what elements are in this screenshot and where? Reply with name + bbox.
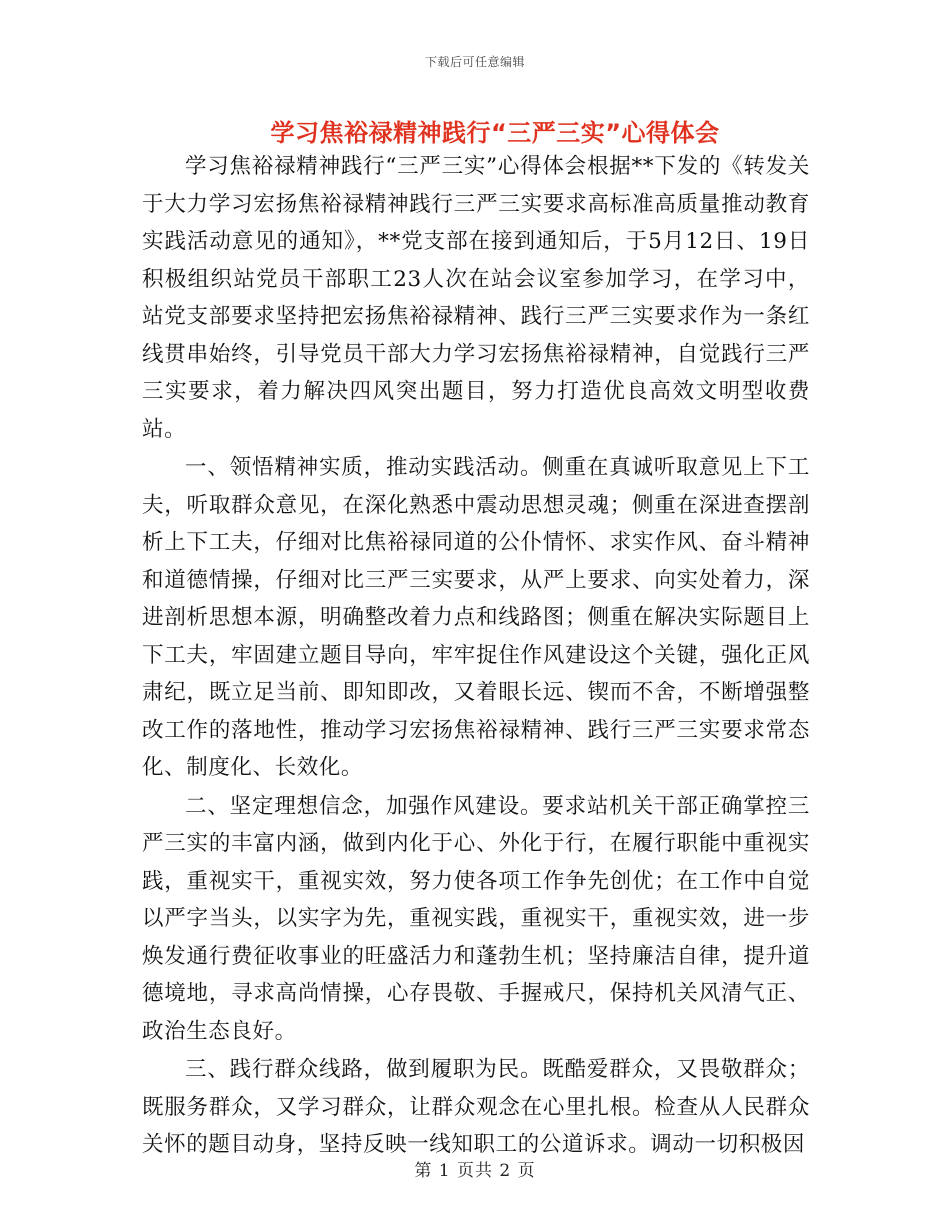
paragraph-section-3: 三、践行群众线路，做到履职为民。既酷爱群众，又畏敬群众；既服务群众，又学习群众，让群众观念在心里扎根。检查从人民群众关怀的题目动身，坚持反映一线知职工的公道诉求。调动一切积极因	[142, 1057, 810, 1157]
paragraph-section-2: 二、坚定理想信念，加强作风建设。要求站机关干部正确掌控三严三实的丰富内涵，做到内化于心、外化于行，在履行职能中重视实践，重视实干，重视实效，努力使各项工作争先创优；在工作中自觉以严字当头，以实字为先，重视实践，重视实干，重视实效，进一步焕发通行费征收事业的旺盛活力和蓬勃生机；坚持廉洁自律，提升道德境地，寻求高尚情操，心存畏敬、手握戒尺，保持机关风清气正、政治生态良好。	[142, 793, 810, 1044]
document-body	[142, 148, 810, 1164]
document-title: 学习焦裕禄精神践行“三严三实”心得体会	[270, 119, 720, 147]
paragraph-section-1: 一、领悟精神实质，推动实践活动。侧重在真诚听取意见上下工夫，听取群众意见，在深化熟悉中震动思想灵魂；侧重在深进查摆剖析上下工夫，仔细对比焦裕禄同道的公仆情怀、求实作风、奋斗精神和道德情操，仔细对比三严三实要求，从严上要求、向实处着力，深进剖析思想本源，明确整改着力点和线路图；侧重在解决实际题目上下工夫，牢固建立题目导向，牢牢捉住作风建设这个关键，强化正风肃纪，既立足当前、即知即改，又着眼长远、锲而不舍，不断增强整改工作的落地性，推动学习宏扬焦裕禄精神、践行三严三实要求常态化、制度化、长效化。	[142, 455, 810, 780]
page-number-footer: 第 1 页共 2 页	[414, 1161, 536, 1181]
header-note: 下载后可任意编辑	[424, 55, 525, 69]
paragraph-intro: 学习焦裕禄精神践行“三严三实”心得体会根据**下发的《转发关于大力学习宏扬焦裕禄精神践行三严三实要求高标准高质量推动教育实践活动意见的通知》，**党支部在接到通知后，于5月12日、19日积极组织站党员干部职工23人次在站会议室参加学习，在学习中，站党支部要求坚持把宏扬焦裕禄精神、践行三严三实要求作为一条红线贯串始终，引导党员干部大力学习宏扬焦裕禄精神，自觉践行三严三实要求，着力解决四风突出题目，努力打造优良高效文明型收费站。	[142, 154, 810, 442]
